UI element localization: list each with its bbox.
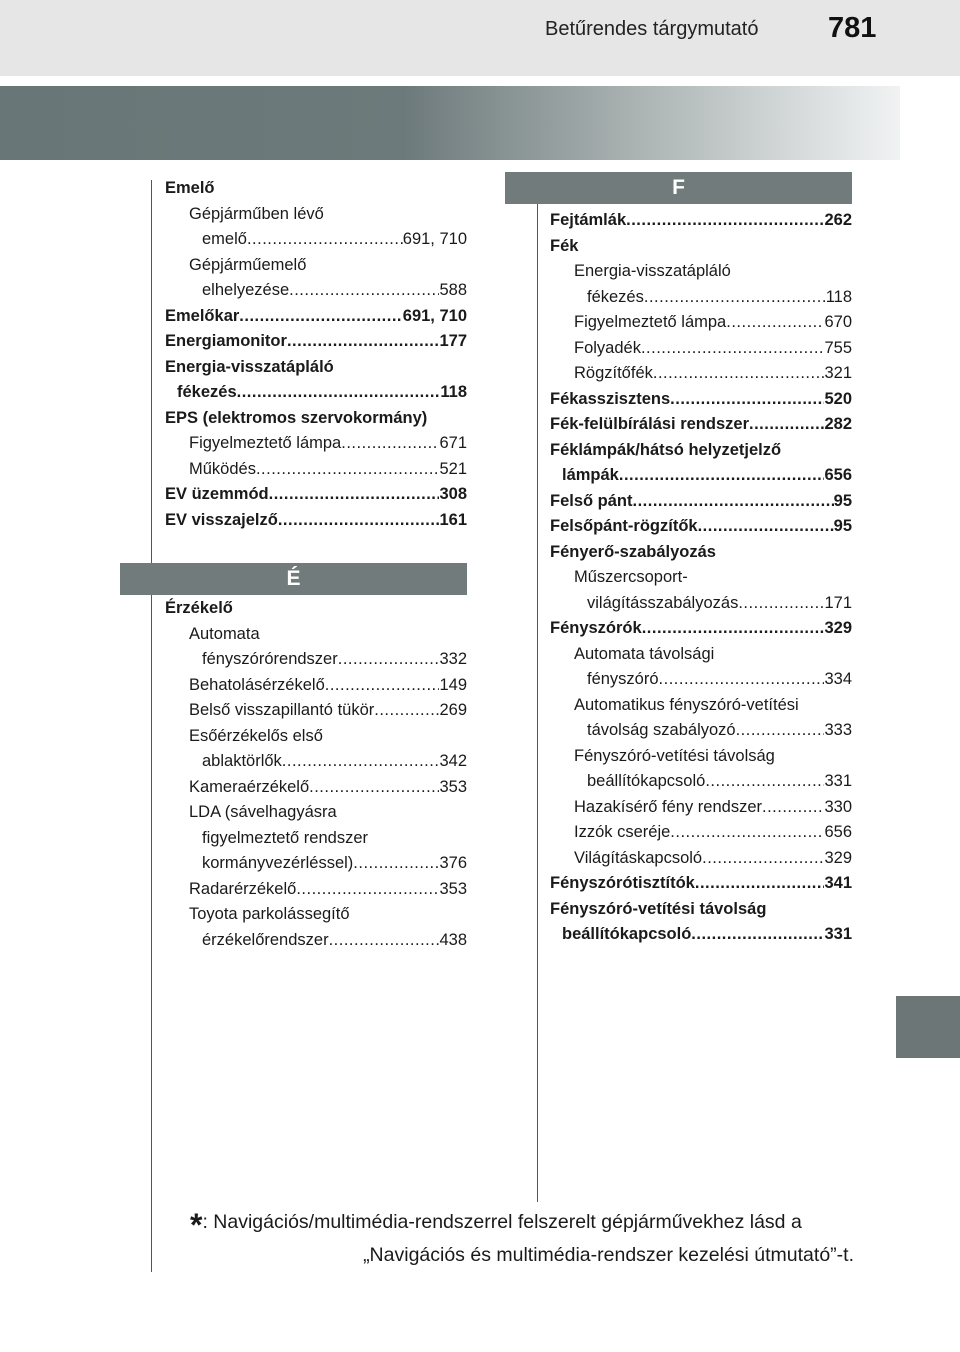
column-divider	[537, 180, 538, 1202]
index-entry-page: 691, 710	[402, 306, 467, 325]
index-entry-label: Esőérzékelős első	[189, 726, 323, 745]
index-column-right	[550, 208, 852, 948]
dot-leader	[296, 877, 439, 903]
index-entry	[165, 355, 467, 381]
index-entry	[550, 897, 852, 923]
index-entry	[550, 310, 852, 336]
index-entry-page: 331	[824, 925, 852, 943]
dot-leader	[325, 673, 440, 699]
index-entry	[165, 508, 467, 534]
index-entry	[165, 928, 467, 954]
index-entry-page: 588	[439, 281, 467, 299]
index-entry-label: Belső visszapillantó tükör	[189, 701, 375, 719]
index-entry-label: Energia-visszatápláló	[574, 262, 731, 280]
index-entry-label: Műszercsoport-	[574, 568, 688, 586]
index-entry	[550, 565, 852, 591]
index-entry	[550, 591, 852, 617]
index-entry	[550, 769, 852, 795]
index-entry	[165, 227, 467, 253]
index-entry-page: 438	[439, 930, 467, 949]
index-entry	[165, 482, 467, 508]
index-entry-page: 95	[833, 491, 852, 510]
index-entry-page: 282	[824, 415, 852, 433]
index-entry-label: Emelőkar	[165, 306, 240, 325]
dot-leader	[691, 922, 824, 948]
index-entry	[165, 176, 467, 202]
index-list-left	[165, 176, 467, 533]
dot-leader	[702, 846, 824, 872]
dot-leader	[269, 482, 440, 508]
index-entry-page: 95	[833, 517, 852, 535]
index-entry	[165, 406, 467, 432]
index-entry-page: 656	[824, 466, 852, 484]
footnote	[190, 1207, 854, 1270]
index-entry	[165, 877, 467, 903]
dot-leader	[698, 514, 834, 540]
index-entry	[165, 253, 467, 279]
index-entry-label: Fényszórók	[550, 619, 642, 637]
index-entry-label: kormányvezérléssel)	[202, 854, 354, 872]
section-letter: F	[505, 172, 852, 204]
index-entry	[550, 642, 852, 668]
index-entry-label: fékezés	[177, 383, 237, 401]
index-entry-page: 334	[824, 670, 852, 688]
index-entry-label: beállítókapcsoló	[562, 925, 692, 943]
index-entry-label: Figyelmeztető lámpa	[189, 434, 342, 452]
index-column-left-2	[165, 596, 467, 953]
index-list-left-2	[165, 596, 467, 953]
dot-leader	[309, 775, 439, 801]
footnote-line-1: : Navigációs/multimédia-rendszerrel felszerelt gépjárművekhez lásd a	[202, 1211, 802, 1233]
index-entry	[550, 489, 852, 515]
index-entry-label: Fényerő-szabályozás	[550, 542, 716, 561]
dot-leader	[247, 227, 403, 253]
index-entry	[550, 744, 852, 770]
index-entry	[165, 800, 467, 826]
index-entry-page: 671	[439, 434, 467, 452]
index-column-left	[165, 176, 467, 533]
index-entry-label: beállítókapcsoló	[587, 772, 706, 790]
index-entry	[550, 540, 852, 566]
dot-leader	[374, 698, 439, 724]
dot-leader	[237, 380, 441, 406]
dot-leader	[329, 928, 440, 954]
index-entry	[550, 922, 852, 948]
index-entry-label: Fényszórótisztítók	[550, 874, 695, 892]
index-entry-label: Folyadék	[574, 338, 641, 357]
index-entry	[550, 693, 852, 719]
left-margin-rule	[151, 180, 152, 1272]
index-entry-label: Fényszóró-vetítési távolság	[574, 746, 775, 765]
index-entry-label: Automata	[189, 624, 260, 643]
index-entry	[550, 208, 852, 234]
header-strip	[0, 0, 960, 76]
index-entry-label: Energia-visszatápláló	[165, 357, 334, 376]
dot-leader	[641, 336, 825, 362]
index-entry-page: 177	[439, 332, 467, 350]
index-entry-label: ablaktörlők	[202, 752, 282, 770]
index-entry	[165, 457, 467, 483]
index-entry-label: lámpák	[562, 466, 619, 484]
index-entry	[165, 431, 467, 457]
index-entry-label: Fékasszisztens	[550, 389, 671, 408]
index-entry-label: elhelyezése	[202, 281, 290, 299]
index-entry-page: 321	[824, 364, 852, 382]
index-entry-page: 332	[439, 650, 467, 668]
index-entry-page: 691, 710	[402, 230, 467, 248]
index-entry-label: Felső pánt	[550, 491, 633, 510]
dot-leader	[256, 457, 440, 483]
dot-leader	[670, 387, 824, 413]
index-entry-page: 329	[824, 619, 852, 637]
index-entry-label: emelő	[202, 230, 247, 248]
index-entry-label: Kameraérzékelő	[189, 777, 310, 796]
dot-leader	[738, 591, 824, 617]
index-entry-label: Automata távolsági	[574, 644, 715, 663]
index-entry	[165, 851, 467, 877]
index-entry-label: figyelmeztető rendszer	[202, 828, 368, 847]
index-entry-label: érzékelőrendszer	[202, 930, 329, 949]
index-entry	[165, 749, 467, 775]
dot-leader	[762, 795, 824, 821]
section-title: Betűrendes tárgymutató	[545, 18, 759, 40]
index-entry-page: 520	[824, 389, 852, 408]
section-header-f	[505, 172, 852, 204]
index-entry	[550, 463, 852, 489]
index-entry	[550, 412, 852, 438]
index-entry	[165, 380, 467, 406]
index-entry	[165, 596, 467, 622]
index-entry	[165, 724, 467, 750]
index-entry-label: EV üzemmód	[165, 485, 269, 503]
index-entry-page: 269	[439, 701, 467, 719]
index-entry-label: Toyota parkolássegítő	[189, 905, 350, 923]
dot-leader	[705, 769, 824, 795]
index-entry-page: 656	[824, 823, 852, 841]
dot-leader	[695, 871, 825, 897]
dot-leader	[642, 616, 825, 642]
dot-leader	[282, 749, 440, 775]
index-entry-page: 118	[825, 287, 852, 306]
index-entry	[165, 902, 467, 928]
index-entry	[550, 871, 852, 897]
dot-leader	[670, 820, 824, 846]
index-entry	[165, 622, 467, 648]
index-entry-label: Világításkapcsoló	[574, 848, 703, 867]
index-entry-label: Behatolásérzékelő	[189, 675, 325, 694]
index-entry-label: Fejtámlák	[550, 211, 627, 229]
dot-leader	[749, 412, 824, 438]
dot-leader	[338, 647, 440, 673]
index-entry-label: világításszabályozás	[587, 593, 739, 612]
index-entry-label: Fényszóró-vetítési távolság	[550, 899, 767, 918]
index-entry-page: 330	[824, 797, 852, 816]
index-entry-label: Gépjárműemelő	[189, 255, 307, 274]
index-entry	[165, 304, 467, 330]
index-entry	[550, 387, 852, 413]
index-entry	[165, 329, 467, 355]
index-entry	[165, 673, 467, 699]
index-entry	[550, 438, 852, 464]
index-entry	[165, 278, 467, 304]
index-entry-page: 329	[824, 848, 852, 867]
index-entry-label: EV visszajelző	[165, 510, 278, 529]
index-entry-label: EPS (elektromos szervokormány)	[165, 408, 428, 427]
index-entry-label: fényszórórendszer	[202, 650, 338, 668]
index-entry-label: fékezés	[587, 287, 644, 306]
index-entry-page: 333	[824, 721, 852, 739]
index-entry-page: 331	[824, 772, 852, 790]
index-entry-label: Fék	[550, 236, 579, 255]
index-entry	[550, 718, 852, 744]
dot-leader	[289, 278, 439, 304]
index-entry-label: távolság szabályozó	[587, 721, 736, 739]
index-entry	[550, 234, 852, 260]
index-entry	[165, 647, 467, 673]
index-entry-label: Izzók cseréje	[574, 823, 671, 841]
dot-leader	[644, 285, 826, 311]
index-entry-label: Fék-felülbírálási rendszer	[550, 415, 749, 433]
index-entry	[165, 202, 467, 228]
index-entry-page: 118	[440, 383, 467, 401]
index-entry	[550, 795, 852, 821]
dot-leader	[341, 431, 439, 457]
dot-leader	[633, 489, 834, 515]
index-entry-label: Féklámpák/hátsó helyzetjelző	[550, 440, 782, 459]
index-entry	[165, 775, 467, 801]
index-entry-page: 353	[439, 777, 467, 796]
index-entry-page: 149	[439, 675, 467, 694]
dot-leader	[653, 361, 825, 387]
index-entry-page: 341	[824, 874, 852, 892]
index-entry-label: fényszóró	[587, 670, 659, 688]
index-entry-page: 670	[824, 313, 852, 331]
dot-leader	[726, 310, 824, 336]
index-entry	[550, 336, 852, 362]
header-banner	[0, 86, 900, 160]
index-entry-label: Felsőpánt-rögzítők	[550, 517, 698, 535]
section-letter: É	[120, 563, 467, 595]
index-list-right	[550, 208, 852, 948]
index-entry-label: Automatikus fényszóró-vetítési	[574, 695, 799, 714]
dot-leader	[239, 304, 402, 330]
index-entry-label: Emelő	[165, 179, 215, 197]
dot-leader	[659, 667, 825, 693]
dot-leader	[353, 851, 439, 877]
index-entry-page: 161	[439, 510, 467, 529]
index-entry-page: 342	[439, 752, 467, 770]
index-entry-page: 308	[439, 485, 467, 503]
index-entry-page: 755	[824, 338, 852, 357]
index-entry-label: Érzékelő	[165, 599, 233, 617]
index-entry	[550, 616, 852, 642]
dot-leader	[287, 329, 440, 355]
index-entry	[550, 361, 852, 387]
footnote-line-2: „Navigációs és multimédia-rendszer kezelési útmutató”-t.	[363, 1244, 854, 1266]
index-entry	[550, 846, 852, 872]
dot-leader	[619, 463, 825, 489]
index-entry-label: Rögzítőfék	[574, 364, 653, 382]
index-entry-page: 171	[824, 593, 852, 612]
index-entry-label: Figyelmeztető lámpa	[574, 313, 727, 331]
index-entry-page: 353	[439, 879, 467, 898]
index-entry	[550, 514, 852, 540]
dot-leader	[736, 718, 825, 744]
index-entry	[550, 259, 852, 285]
index-entry-page: 262	[824, 211, 852, 229]
index-entry	[550, 667, 852, 693]
page-number: 781	[828, 12, 877, 44]
index-entry	[550, 285, 852, 311]
dot-leader	[626, 208, 824, 234]
index-entry-label: Hazakísérő fény rendszer	[574, 797, 763, 816]
index-entry-label: Működés	[189, 459, 256, 478]
section-header-e-acute	[120, 563, 467, 595]
footnote-marker: *	[190, 1207, 203, 1243]
index-entry	[550, 820, 852, 846]
chapter-tab	[896, 996, 960, 1058]
index-entry-label: Energiamonitor	[165, 332, 287, 350]
index-entry-page: 376	[439, 854, 467, 872]
index-entry-label: LDA (sávelhagyásra	[189, 803, 337, 821]
index-entry-label: Gépjárműben lévő	[189, 204, 324, 223]
index-entry	[165, 698, 467, 724]
index-entry-page: 521	[439, 459, 467, 478]
index-entry-label: Radarérzékelő	[189, 879, 297, 898]
dot-leader	[278, 508, 440, 534]
index-entry	[165, 826, 467, 852]
